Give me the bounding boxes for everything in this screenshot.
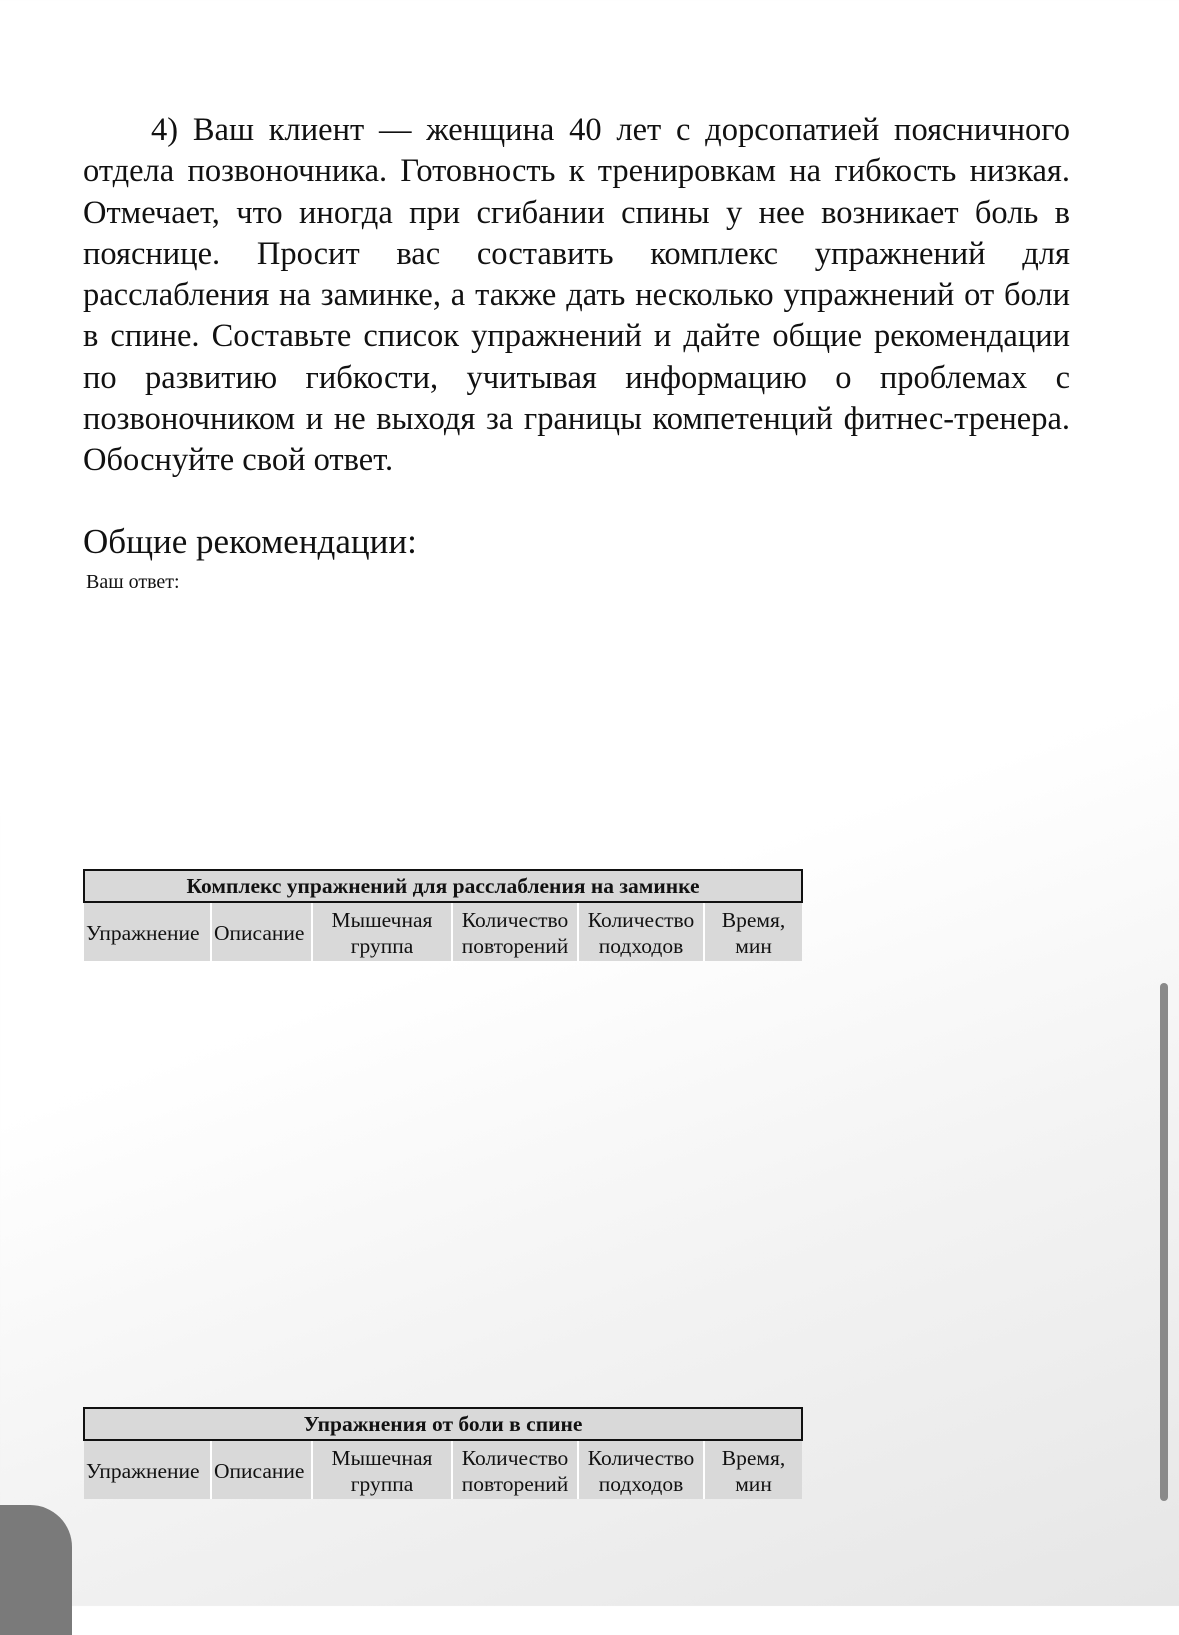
back-pain-exercises-table [83, 1407, 803, 1499]
column-header-time: Время, мин [704, 902, 802, 961]
table-header-row [84, 1440, 802, 1499]
table-title: Комплекс упражнений для расслабления на заминке [84, 870, 802, 902]
column-header-description: Описание [211, 902, 312, 961]
column-header-time: Время, мин [704, 1440, 802, 1499]
table-header-row [84, 902, 802, 961]
task-text: 4) Ваш клиент — женщина 40 лет с дорсопатией поясничного отдела позвоночника. Готовность к тренировкам на гибкость низкая. Отмечает, что иногда при сгибании спины у нее возникает боль в пояснице. Просит вас составить комплекс упражнений для расслабления на заминке, а также дать несколько упражнений от боли в спине. Составьте список упражнений и дайте общие рекомендации по развитию гибкости, учитывая информацию о проблемах с позвоночником и не выходя за границы компетенций фитнес-тренера. Обоснуйте свой ответ. [83, 112, 1070, 479]
column-header-muscle-group: Мышечная группа [312, 1440, 452, 1499]
column-header-sets: Количество подходов [578, 1440, 704, 1499]
column-header-exercise: Упражнение [84, 902, 211, 961]
answer-label: Ваш ответ: [86, 571, 180, 593]
recommendations-heading: Общие рекомендации: [83, 522, 417, 561]
column-header-description: Описание [211, 1440, 312, 1499]
cooldown-exercises-table [83, 869, 803, 961]
vertical-scrollbar[interactable] [1160, 983, 1168, 1501]
home-corner-button[interactable] [0, 1505, 72, 1635]
table-title: Упражнения от боли в спине [84, 1408, 802, 1440]
column-header-muscle-group: Мышечная группа [312, 902, 452, 961]
column-header-repetitions: Количество повторений [452, 902, 578, 961]
column-header-repetitions: Количество повторений [452, 1440, 578, 1499]
column-header-sets: Количество подходов [578, 902, 704, 961]
column-header-exercise: Упражнение [84, 1440, 211, 1499]
